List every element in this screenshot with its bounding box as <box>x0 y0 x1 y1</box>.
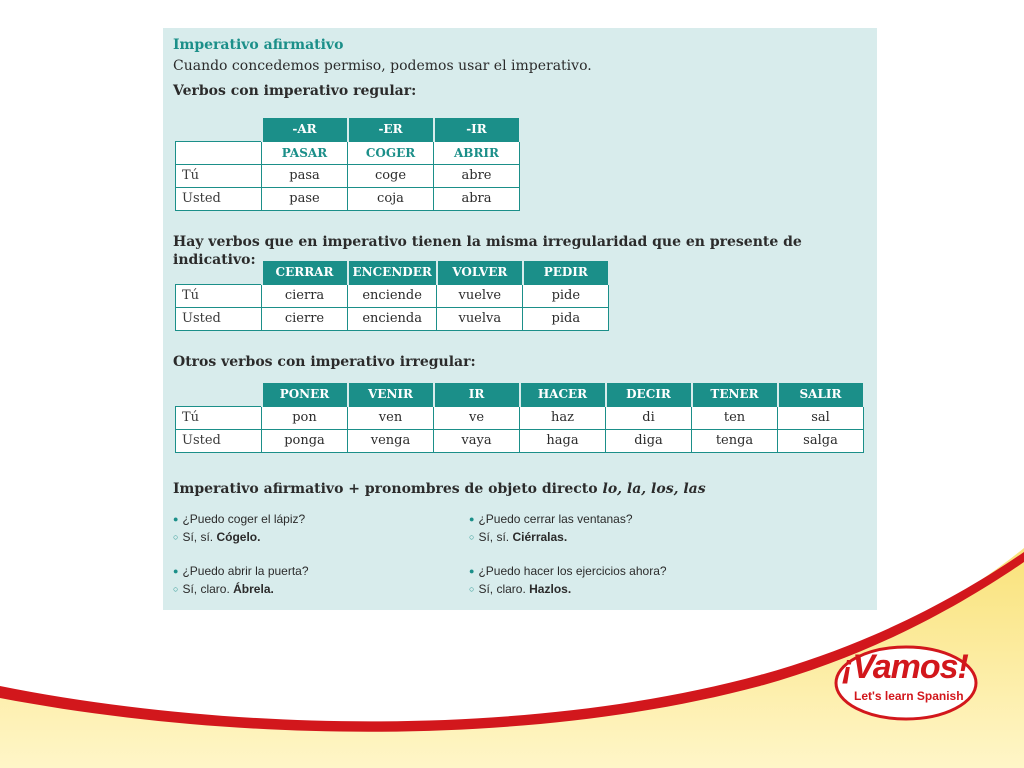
group-header: -ER <box>348 118 434 141</box>
example-question: ● ¿Puedo hacer los ejercicios ahora? <box>469 562 667 580</box>
verb-form: cierre <box>262 307 348 330</box>
verb-form: ve <box>434 406 520 429</box>
person-label: Tú <box>176 284 262 307</box>
regular-heading: Verbos con imperativo regular: <box>173 83 417 99</box>
verb-form: ten <box>692 406 778 429</box>
table-row <box>176 164 520 187</box>
group-header: -AR <box>262 118 348 141</box>
intro-text: Cuando concedemos permiso, podemos usar el imperativo. <box>173 58 592 74</box>
answer-prefix: Sí, claro. <box>478 582 526 596</box>
answer-imperative: Ciérralas. <box>512 530 568 544</box>
vamos-logo <box>832 642 980 724</box>
verb-form: pide <box>523 284 609 307</box>
example-4 <box>469 562 667 598</box>
example-1 <box>173 510 305 546</box>
verb-form: salga <box>778 429 864 452</box>
verb-header: PASAR <box>262 141 348 164</box>
verb-form: haz <box>520 406 606 429</box>
verb-header: PEDIR <box>523 261 609 284</box>
verb-form: venga <box>348 429 434 452</box>
answer-imperative: Ábrela. <box>233 582 274 596</box>
answer-imperative: Hazlos. <box>529 582 572 596</box>
example-answer <box>469 580 667 598</box>
section-title: Imperativo afirmativo <box>173 37 344 53</box>
verb-form: coge <box>348 164 434 187</box>
grammar-panel <box>163 28 877 610</box>
verb-form: tenga <box>692 429 778 452</box>
verb-form: ven <box>348 406 434 429</box>
example-answer <box>469 528 633 546</box>
table-row <box>176 406 864 429</box>
stem-change-table <box>175 261 610 331</box>
verb-header: ENCENDER <box>348 261 437 284</box>
person-label: Usted <box>176 307 262 330</box>
verb-form: vuelve <box>437 284 523 307</box>
example-answer <box>173 528 305 546</box>
table-row <box>176 307 609 330</box>
irregular-table <box>175 383 865 453</box>
verb-form: pon <box>262 406 348 429</box>
example-question: ● ¿Puedo coger el lápiz? <box>173 510 305 528</box>
verb-header: CERRAR <box>262 261 348 284</box>
verb-header: DECIR <box>606 383 692 406</box>
verb-header: SALIR <box>778 383 864 406</box>
example-question: ● ¿Puedo abrir la puerta? <box>173 562 309 580</box>
verb-form: di <box>606 406 692 429</box>
verb-form: encienda <box>348 307 437 330</box>
pronouns-heading <box>173 481 706 497</box>
verb-form: diga <box>606 429 692 452</box>
answer-prefix: Sí, claro. <box>182 582 230 596</box>
verb-form: coja <box>348 187 434 210</box>
regular-table <box>175 118 521 211</box>
verb-header: HACER <box>520 383 606 406</box>
verb-header: ABRIR <box>434 141 520 164</box>
verb-form: enciende <box>348 284 437 307</box>
table-row <box>176 429 864 452</box>
example-2 <box>469 510 633 546</box>
pronouns-heading-text: Imperativo afirmativo + pronombres de objeto directo <box>173 481 598 497</box>
verb-header: VOLVER <box>437 261 523 284</box>
example-answer <box>173 580 309 598</box>
answer-prefix: Sí, sí. <box>182 530 214 544</box>
person-label: Usted <box>176 187 262 210</box>
verb-form: sal <box>778 406 864 429</box>
pronouns-heading-italic: lo, la, los, las <box>602 481 706 497</box>
example-question: ● ¿Puedo cerrar las ventanas? <box>469 510 633 528</box>
table-row <box>176 187 520 210</box>
logo-tagline: Let's learn Spanish <box>854 689 964 703</box>
logo-brand: ¡Vamos! <box>842 648 968 686</box>
verb-form: pida <box>523 307 609 330</box>
verb-header: IR <box>434 383 520 406</box>
verb-header: COGER <box>348 141 434 164</box>
person-label: Tú <box>176 406 262 429</box>
answer-prefix: Sí, sí. <box>478 530 510 544</box>
verb-form: cierra <box>262 284 348 307</box>
person-label: Tú <box>176 164 262 187</box>
example-3 <box>173 562 309 598</box>
person-label: Usted <box>176 429 262 452</box>
verb-header: TENER <box>692 383 778 406</box>
verb-form: vuelva <box>437 307 523 330</box>
verb-header: VENIR <box>348 383 434 406</box>
stem-heading: Hay verbos que en imperativo tienen la misma irregularidad que en presente de indicativo: <box>173 234 802 268</box>
verb-form: vaya <box>434 429 520 452</box>
verb-form: pasa <box>262 164 348 187</box>
irregular-heading: Otros verbos con imperativo irregular: <box>173 354 476 370</box>
group-header: -IR <box>434 118 520 141</box>
verb-form: abre <box>434 164 520 187</box>
answer-imperative: Cógelo. <box>216 530 261 544</box>
verb-header: PONER <box>262 383 348 406</box>
table-row <box>176 284 609 307</box>
verb-form: ponga <box>262 429 348 452</box>
verb-form: haga <box>520 429 606 452</box>
verb-form: pase <box>262 187 348 210</box>
verb-form: abra <box>434 187 520 210</box>
